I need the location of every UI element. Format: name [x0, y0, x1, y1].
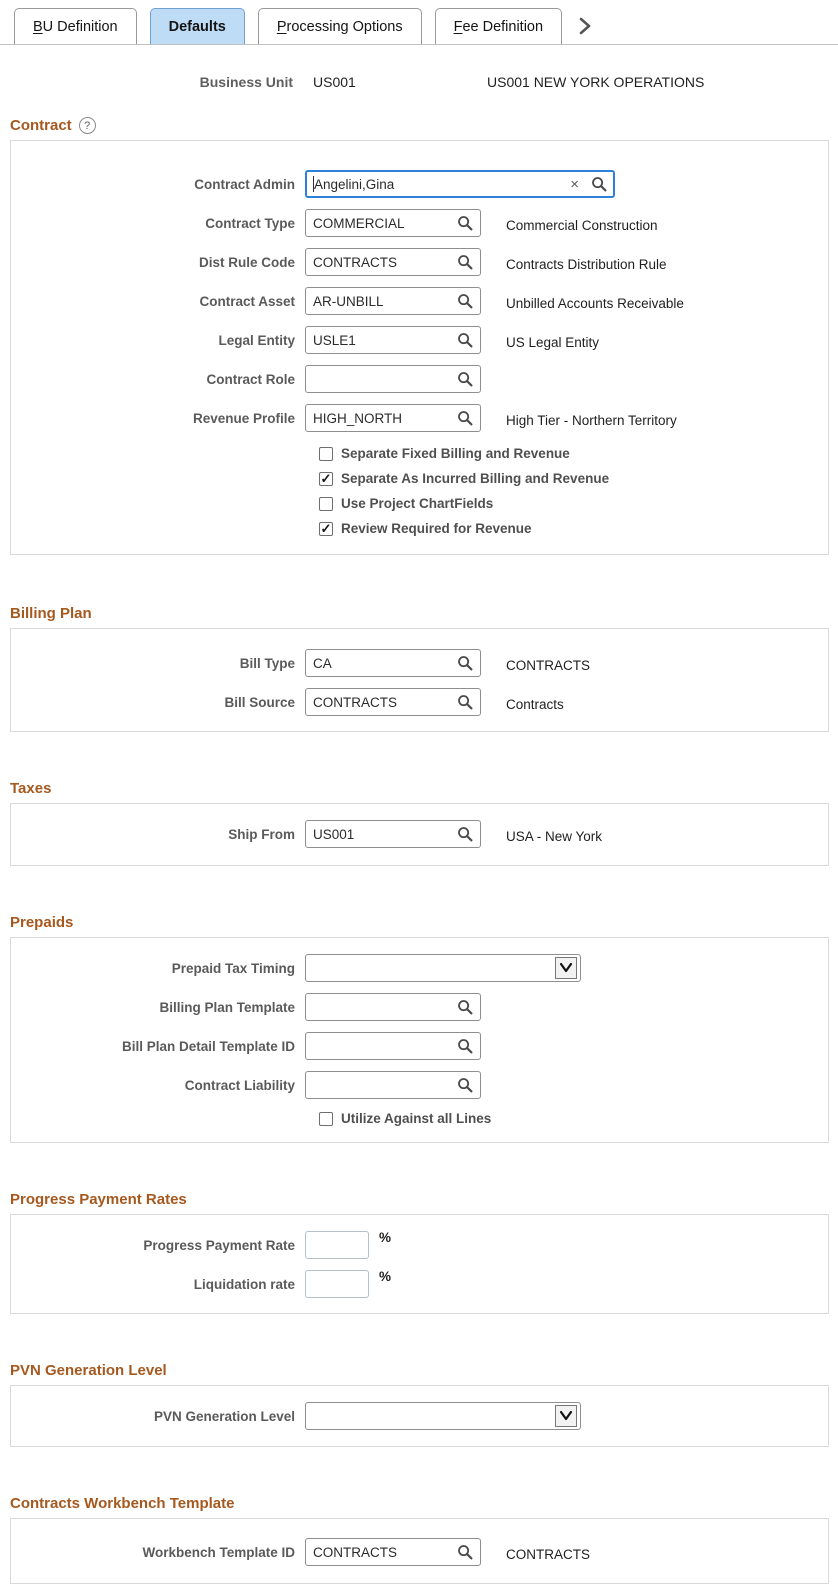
contract-section-title [10, 117, 838, 134]
field-description: Commercial Construction [506, 218, 658, 233]
dist-rule-code-input[interactable] [305, 248, 481, 276]
field-label: Bill Source [224, 694, 295, 710]
ship-from-input[interactable] [305, 820, 481, 848]
field-row [11, 404, 828, 432]
tab-fee-definition[interactable] [435, 8, 562, 44]
field-label: Legal Entity [218, 332, 295, 348]
legal-entity-input[interactable] [305, 326, 481, 354]
field-row [11, 170, 828, 198]
field-label: Progress Payment Rate [143, 1237, 295, 1253]
chevron-down-icon[interactable] [555, 1405, 577, 1427]
field-row [11, 820, 828, 848]
field-label: Bill Type [239, 655, 295, 671]
field-value: AR-UNBILL [313, 293, 384, 309]
search-icon[interactable] [457, 826, 473, 842]
field-value: Angelini,Gina [314, 176, 395, 192]
search-icon[interactable] [457, 332, 473, 348]
search-icon[interactable] [457, 1077, 473, 1093]
prepaid-tax-timing-select[interactable] [305, 954, 581, 982]
field-description: CONTRACTS [506, 658, 590, 673]
checkbox-row [319, 446, 828, 461]
contract-asset-input[interactable] [305, 287, 481, 315]
utilize-against-all-lines-checkbox[interactable] [319, 1112, 333, 1126]
field-row [11, 287, 828, 315]
search-icon[interactable] [457, 1038, 473, 1054]
contract-liability-input[interactable] [305, 1071, 481, 1099]
revenue-profile-input[interactable] [305, 404, 481, 432]
percent-sign: % [379, 1229, 392, 1245]
checkbox-row [319, 496, 828, 511]
business-unit-value: US001 [313, 74, 356, 90]
field-label: Liquidation rate [193, 1276, 295, 1292]
tab-processing-options[interactable] [258, 8, 422, 44]
field-row [11, 1402, 828, 1430]
search-icon[interactable] [457, 371, 473, 387]
review-required-for-revenue-checkbox[interactable]: ✓ [320, 520, 332, 536]
tab-defaults[interactable] [150, 8, 245, 44]
tab-bar [0, 0, 838, 45]
section-title-text: PVN Generation Level [10, 1362, 167, 1379]
checkbox-label: Separate Fixed Billing and Revenue [341, 446, 570, 461]
section-title-text: Taxes [10, 780, 52, 797]
checkbox-label: Review Required for Revenue [341, 521, 532, 536]
field-value: COMMERCIAL [313, 215, 405, 231]
field-row [11, 365, 828, 393]
prepaids-section-title [10, 914, 838, 931]
field-label: Contract Type [205, 215, 295, 231]
field-description: CONTRACTS [506, 1547, 590, 1562]
field-description: USA - New York [506, 829, 603, 844]
field-value: CONTRACTS [313, 1544, 397, 1560]
clear-icon[interactable]: × [570, 175, 579, 193]
contract-group-box [10, 140, 829, 555]
field-value: CONTRACTS [313, 694, 397, 710]
business-unit-label: Business Unit [199, 74, 293, 90]
business-unit-row [10, 74, 838, 90]
contract-type-input[interactable] [305, 209, 481, 237]
field-row [11, 1538, 828, 1566]
field-label: Billing Plan Template [159, 999, 295, 1015]
search-icon[interactable] [457, 293, 473, 309]
liquidation-rate-input[interactable] [305, 1270, 369, 1298]
percent-sign: % [379, 1268, 392, 1284]
tab-bu-definition[interactable] [14, 8, 137, 44]
checkbox-label: Utilize Against all Lines [341, 1111, 492, 1126]
separate-as-incurred-checkbox[interactable]: ✓ [320, 470, 332, 486]
field-description: Contracts [506, 697, 564, 712]
search-icon[interactable] [457, 999, 473, 1015]
checkbox-row [319, 471, 828, 486]
section-title-text: Contracts Workbench Template [10, 1495, 235, 1512]
field-description: US Legal Entity [506, 335, 600, 350]
field-label: Contract Role [206, 371, 295, 387]
field-label: Dist Rule Code [198, 254, 295, 270]
taxes-section-title [10, 780, 838, 797]
field-row [11, 1270, 828, 1298]
pvn-generation-level-section-title [10, 1362, 838, 1379]
more-tabs-button[interactable] [575, 8, 595, 44]
search-icon[interactable] [457, 215, 473, 231]
workbench-template-id-input[interactable] [305, 1538, 481, 1566]
prepaids-group-box [10, 937, 829, 1143]
chevron-right-icon [577, 17, 593, 35]
field-value: CONTRACTS [313, 254, 397, 270]
tab-label: Fee Definition [453, 18, 544, 35]
contract-admin-input[interactable] [305, 170, 615, 198]
field-value: CA [313, 655, 332, 671]
progress-payment-rate-input[interactable] [305, 1231, 369, 1259]
field-description: Contracts Distribution Rule [506, 257, 667, 272]
billing-plan-section-title [10, 605, 838, 622]
search-icon[interactable] [591, 176, 607, 192]
chevron-down-icon[interactable] [555, 957, 577, 979]
section-title-text: Billing Plan [10, 605, 92, 622]
field-description: Unbilled Accounts Receivable [506, 296, 684, 311]
bill-plan-detail-template-id-input[interactable] [305, 1032, 481, 1060]
search-icon[interactable] [457, 254, 473, 270]
checkbox-row [319, 1111, 828, 1126]
field-row [11, 248, 828, 276]
billing-plan-template-input[interactable] [305, 993, 481, 1021]
contract-role-input[interactable] [305, 365, 481, 393]
field-row [11, 649, 828, 677]
field-label: Prepaid Tax Timing [171, 960, 295, 976]
checkbox-label: Separate As Incurred Billing and Revenue [341, 471, 610, 486]
field-row [11, 209, 828, 237]
field-value: HIGH_NORTH [313, 410, 403, 426]
search-icon[interactable] [457, 1544, 473, 1560]
field-row [11, 993, 828, 1021]
progress-payment-rates-group-box [10, 1214, 829, 1314]
field-row [11, 688, 828, 716]
field-label: PVN Generation Level [153, 1408, 295, 1424]
field-label: Contract Admin [194, 176, 295, 192]
checkbox-row [319, 521, 828, 536]
search-icon[interactable] [457, 655, 473, 671]
field-row [11, 1071, 828, 1099]
billing-plan-group-box [10, 628, 829, 732]
field-label: Revenue Profile [192, 410, 295, 426]
bill-type-input[interactable] [305, 649, 481, 677]
field-label: Contract Asset [199, 293, 295, 309]
field-label: Bill Plan Detail Template ID [121, 1038, 295, 1054]
search-icon[interactable] [457, 410, 473, 426]
checkbox-label: Use Project ChartFields [341, 496, 494, 511]
pvn-generation-level-select[interactable] [305, 1402, 581, 1430]
search-icon[interactable] [457, 694, 473, 710]
field-row [11, 1032, 828, 1060]
field-value: US001 [313, 826, 355, 842]
pvn-generation-level-group-box [10, 1385, 829, 1447]
field-row [11, 1231, 828, 1259]
tab-label: Processing Options [276, 18, 403, 35]
business-unit-description: US001 NEW YORK OPERATIONS [487, 74, 705, 90]
field-row [11, 954, 828, 982]
separate-fixed-billing-checkbox[interactable] [319, 447, 333, 461]
field-label: Workbench Template ID [142, 1544, 295, 1560]
field-value: USLE1 [313, 332, 356, 348]
contracts-workbench-template-section-title [10, 1495, 838, 1512]
section-title-text: Progress Payment Rates [10, 1191, 187, 1208]
section-title-text: Contract [10, 117, 72, 134]
taxes-group-box [10, 803, 829, 866]
contracts-workbench-template-group-box [10, 1518, 829, 1584]
help-icon[interactable]: ? [79, 117, 96, 134]
tab-label: Defaults [168, 18, 226, 35]
field-label: Ship From [228, 826, 295, 842]
field-label: Contract Liability [184, 1077, 295, 1093]
use-project-chartfields-checkbox[interactable] [319, 497, 333, 511]
field-description: High Tier - Northern Territory [506, 413, 677, 428]
tab-label: BU Definition [33, 18, 118, 35]
progress-payment-rates-section-title [10, 1191, 838, 1208]
bill-source-input[interactable] [305, 688, 481, 716]
section-title-text: Prepaids [10, 914, 74, 931]
field-row [11, 326, 828, 354]
